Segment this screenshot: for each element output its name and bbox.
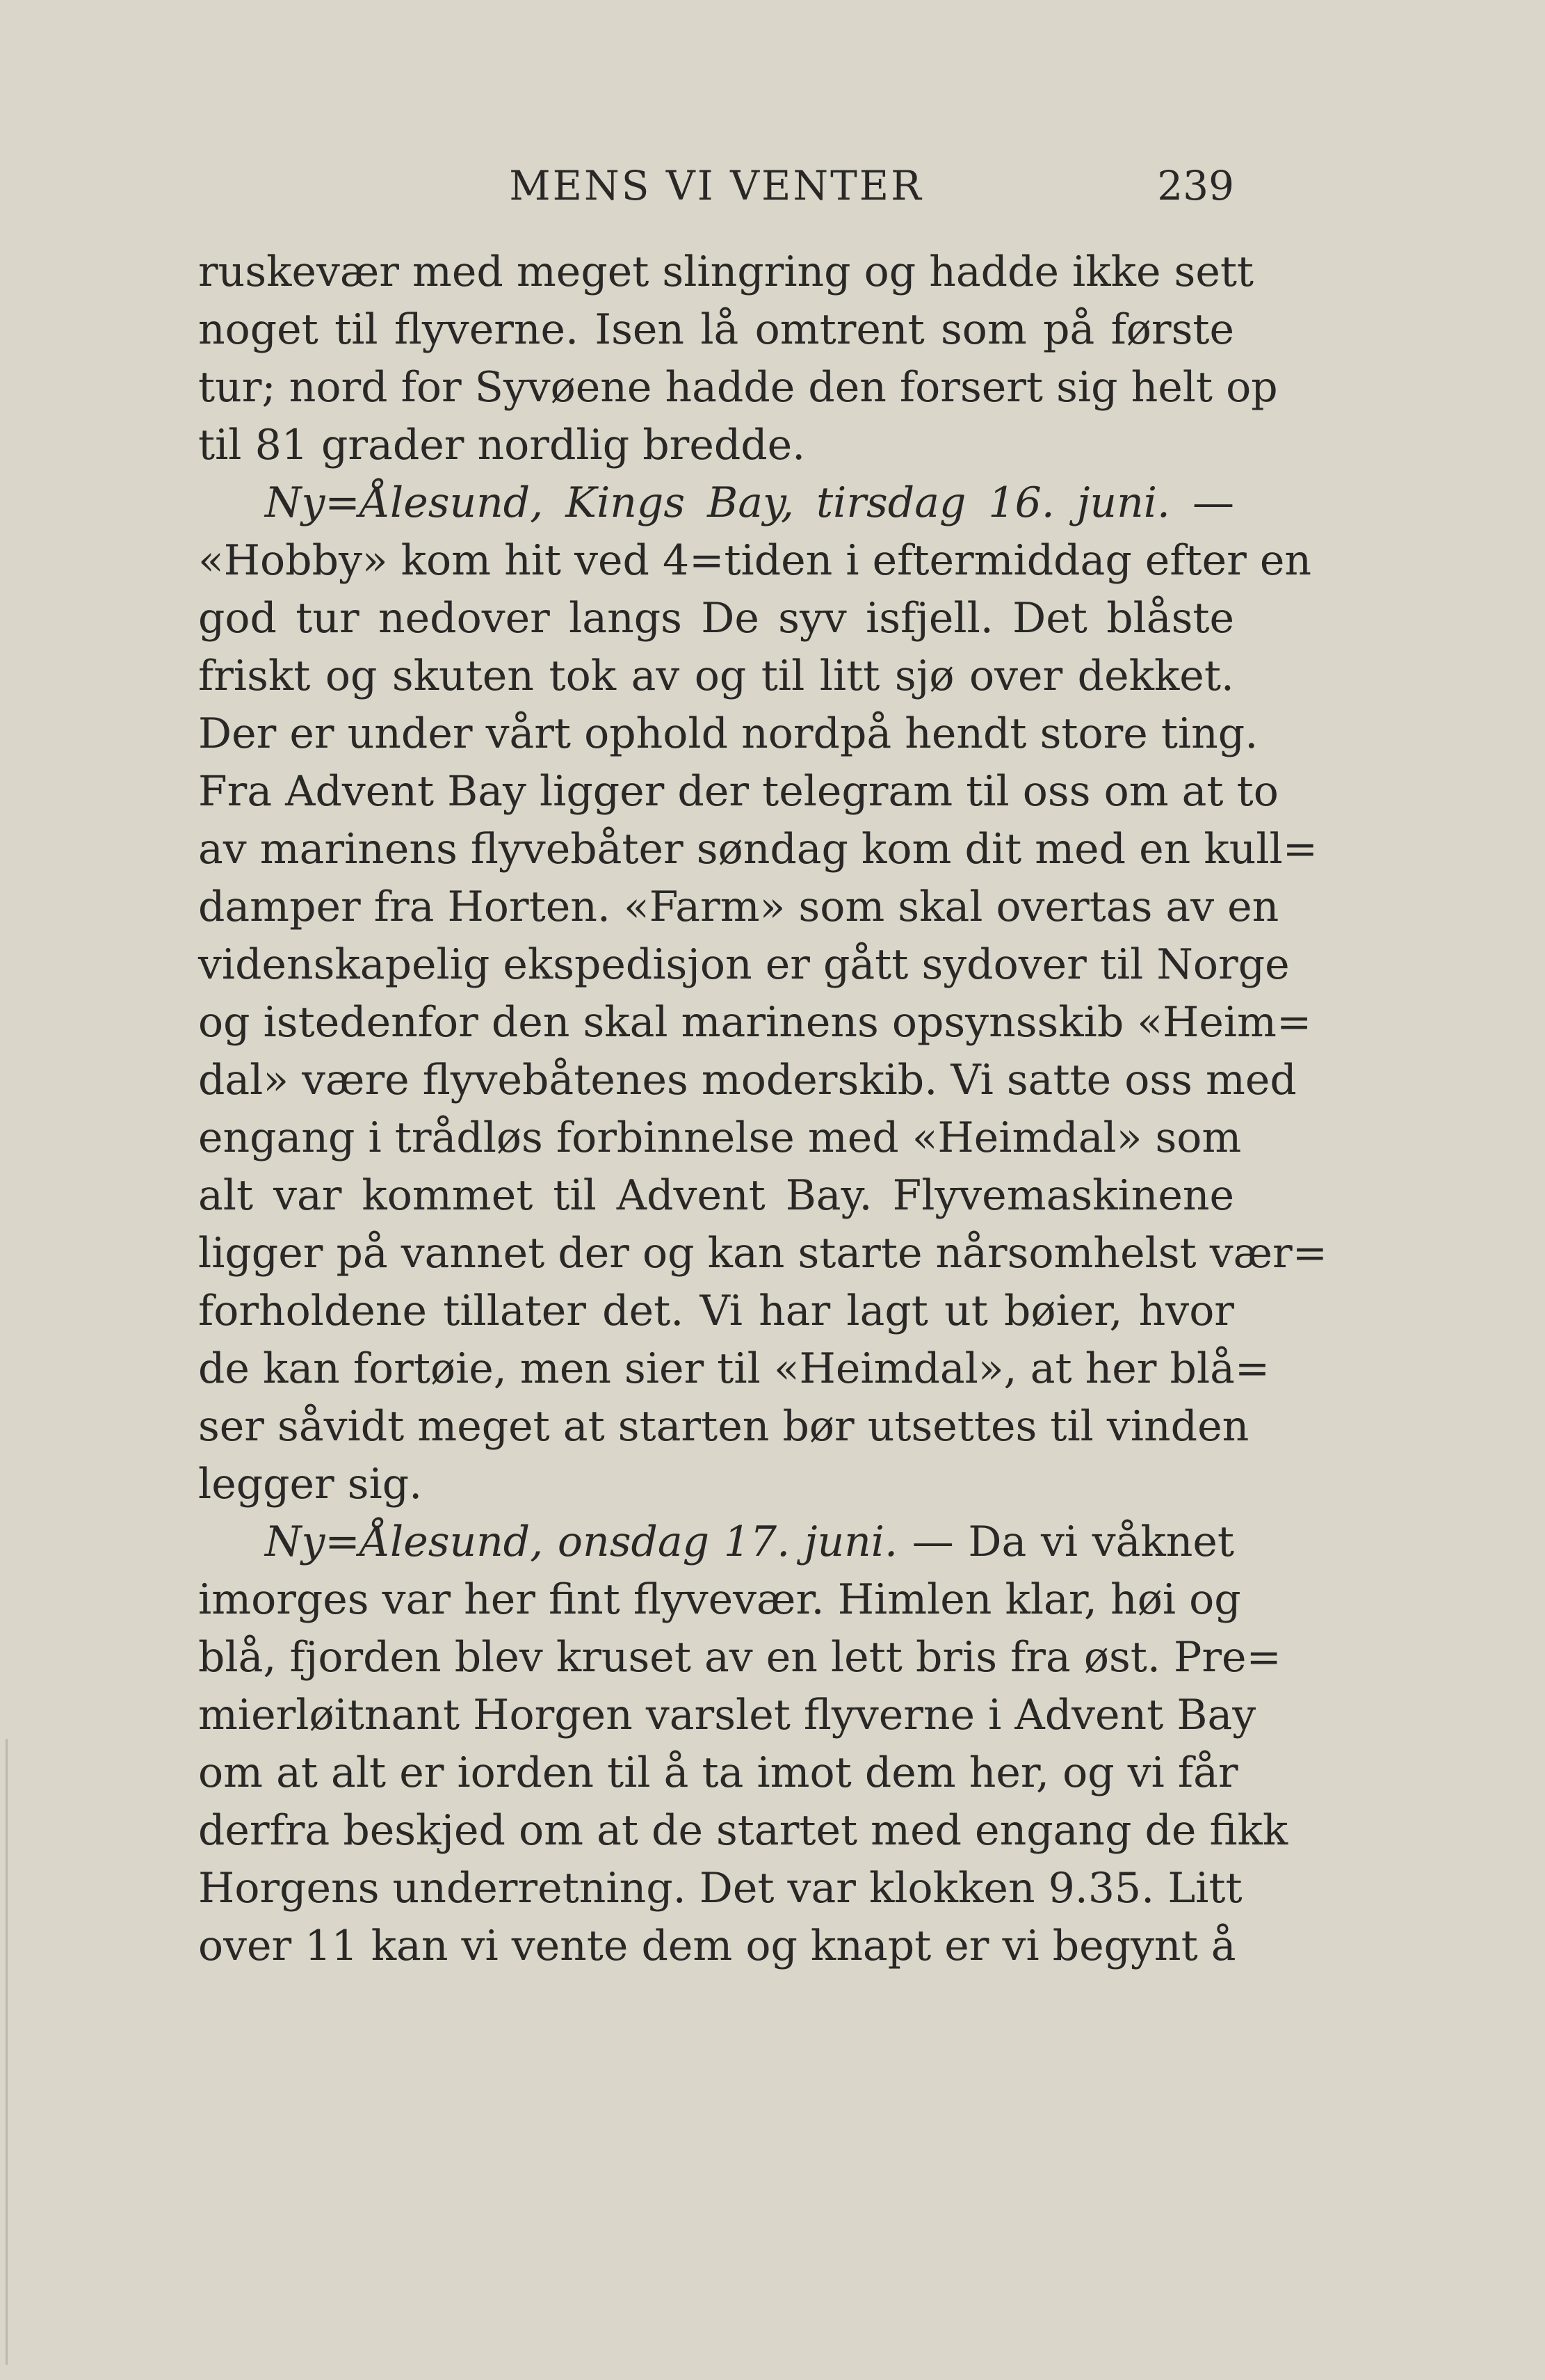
text-line: dal» være flyvebåtenes moderskib. Vi satte oss med xyxy=(198,1056,1297,1104)
dateline: Ny=Ålesund, onsdag 17. juni. xyxy=(265,1518,898,1566)
text-line: tur; nord for Syvøene hadde den forsert sig helt op xyxy=(198,363,1278,412)
text-line: god tur nedover langs De syv isfjell. Det blåste xyxy=(198,594,1234,643)
text-line: videnskapelig ekspedisjon er gått sydover til Norge xyxy=(198,940,1290,989)
text-line: derfra beskjed om at de startet med engang de fikk xyxy=(198,1806,1288,1855)
text-line: engang i trådløs forbinnelse med «Heimdal» som xyxy=(198,1113,1242,1162)
text-line xyxy=(198,1513,1234,1571)
text-line xyxy=(198,474,1234,532)
text-line: Fra Advent Bay ligger der telegram til oss om at to xyxy=(198,767,1279,816)
text-line: Der er under vårt ophold nordpå hendt store ting. xyxy=(198,709,1259,758)
text-line: ligger på vannet der og kan starte nårsomhelst vær= xyxy=(198,1229,1327,1278)
text-line-tail: — xyxy=(1192,479,1234,527)
text-line: imorges var her fint flyvevær. Himlen klar, høi og xyxy=(198,1575,1241,1624)
running-head xyxy=(198,161,1234,210)
text-line: legger sig. xyxy=(198,1460,423,1509)
text-line: alt var kommet til Advent Bay. Flyvemaskinene xyxy=(198,1171,1234,1220)
page-edge-shadow xyxy=(6,1739,8,2365)
text-line: om at alt er iorden til å ta imot dem her, og vi får xyxy=(198,1748,1238,1797)
body-text xyxy=(198,243,1327,1975)
text-line: Horgens underretning. Det var klokken 9.35. Litt xyxy=(198,1864,1243,1913)
dateline: Ny=Ålesund, Kings Bay, tirsdag 16. juni. xyxy=(265,479,1170,527)
page-number: 239 xyxy=(1157,162,1234,209)
text-line: noget til flyverne. Isen lå omtrent som på første xyxy=(198,305,1234,354)
text-line: og istedenfor den skal marinens opsynsskib «Heim= xyxy=(198,998,1312,1047)
text-line: ruskevær med meget slingring og hadde ikke sett xyxy=(198,248,1254,296)
text-line: blå, fjorden blev kruset av en lett bris fra øst. Pre= xyxy=(198,1633,1281,1682)
text-line: de kan fortøie, men sier til «Heimdal», at her blå= xyxy=(198,1344,1270,1393)
text-line: til 81 grader nordlig bredde. xyxy=(198,421,806,469)
text-line: mierløitnant Horgen varslet flyverne i Advent Bay xyxy=(198,1691,1256,1739)
text-line: «Hobby» kom hit ved 4=tiden i eftermiddag efter en xyxy=(198,536,1312,585)
text-line-tail: — Da vi våknet xyxy=(898,1518,1234,1566)
text-line: ser såvidt meget at starten bør utsettes til vinden xyxy=(198,1402,1249,1451)
text-line: forholdene tillater det. Vi har lagt ut bøier, hvor xyxy=(198,1287,1234,1335)
text-line: damper fra Horten. «Farm» som skal overtas av en xyxy=(198,883,1279,931)
text-line: friskt og skuten tok av og til litt sjø over dekket. xyxy=(198,652,1234,700)
running-title: MENS VI VENTER xyxy=(509,162,923,209)
text-line: av marinens flyvebåter søndag kom dit med en kull= xyxy=(198,825,1318,874)
text-line: over 11 kan vi vente dem og knapt er vi begynt å xyxy=(198,1922,1236,1970)
